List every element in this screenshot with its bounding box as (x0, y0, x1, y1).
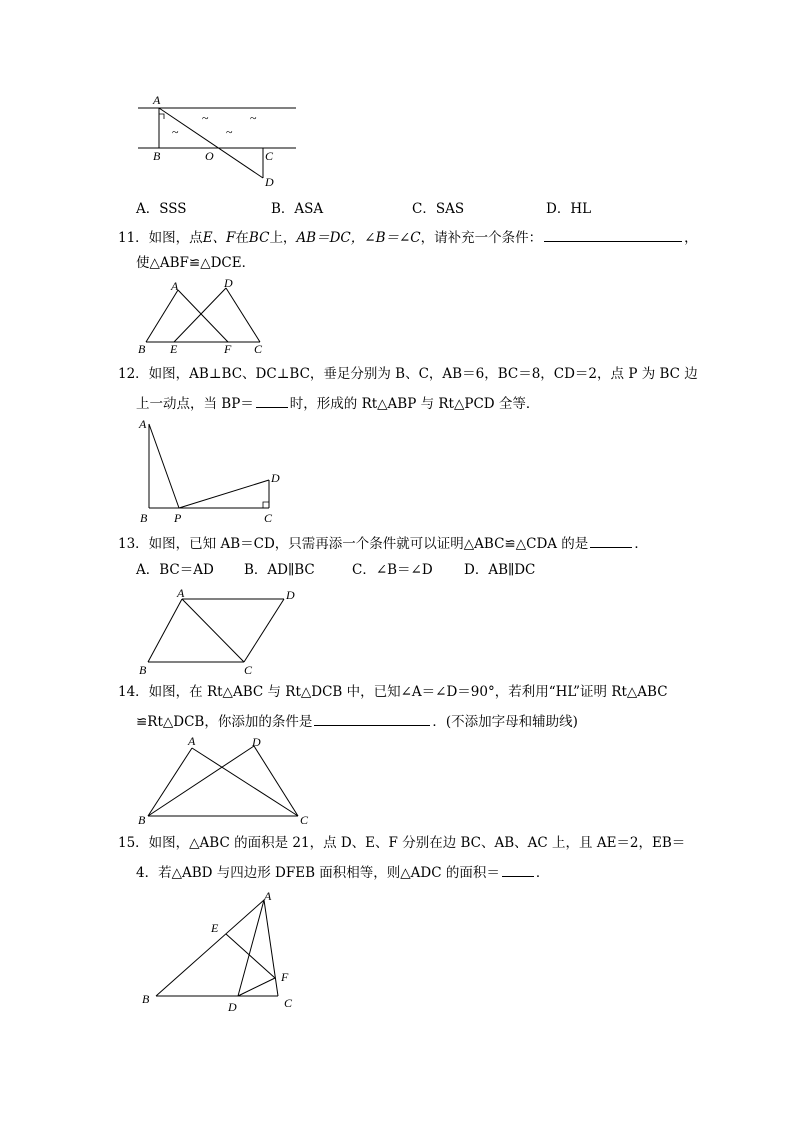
q15-line2: 4．若△ABD 与四边形 DFEB 面积相等，则△ADC 的面积＝ ． (136, 862, 549, 882)
segment-ac (264, 900, 278, 996)
q10-figure (130, 92, 310, 192)
segment-ed (174, 288, 226, 342)
segment-bd (148, 746, 254, 816)
label-c: C (254, 342, 263, 356)
segment-ac (192, 748, 298, 816)
label-p: P (174, 511, 182, 525)
q11-line2: 使△ABF≌△DCE． (136, 255, 256, 271)
option-b: B．AD∥BC (244, 562, 315, 578)
segment-ap (149, 424, 179, 508)
label-f: F (224, 342, 232, 356)
q12-figure (134, 414, 294, 526)
segment-af (178, 290, 228, 342)
label-b: B (153, 149, 161, 163)
option-d: D．HL (546, 201, 592, 217)
segment-pd (179, 480, 269, 508)
water-wave-mark: ~ (172, 125, 179, 139)
q14-line1: 14．如图，在 Rt△ABC 与 Rt△DCB 中，已知∠A＝∠D＝90°，若利用“HL”证明 Rt△ABC (118, 684, 668, 700)
label-c: C (265, 149, 274, 163)
label-d: D (265, 175, 274, 189)
answer-blank[interactable] (502, 862, 534, 877)
option-c: C．∠B＝∠D (352, 562, 433, 578)
answer-blank[interactable] (256, 393, 288, 408)
label-e: E (170, 342, 178, 356)
right-angle-mark (159, 114, 164, 119)
label-b: B (142, 992, 150, 1006)
option-b: B．ASA (271, 201, 324, 217)
option-a: A．SSS (136, 201, 187, 217)
answer-blank[interactable] (314, 711, 430, 726)
option-c: C．SAS (412, 201, 465, 217)
label-a: A (139, 417, 147, 431)
label-d: D (228, 1000, 237, 1014)
label-c: C (300, 813, 309, 827)
answer-blank[interactable] (544, 227, 682, 242)
segment-dc (254, 746, 298, 816)
label-c: C (284, 996, 293, 1010)
segment-ab (146, 290, 178, 342)
label-c: C (244, 663, 253, 677)
label-a: A (188, 734, 196, 748)
segment-df (238, 978, 275, 996)
q12-line1: 12．如图，AB⊥BC、DC⊥BC，垂足分别为 B、C，AB＝6，BC＝8，CD＝2，点 P 为 BC 边 (118, 366, 698, 382)
q11-figure (134, 276, 274, 358)
water-wave-mark: ~ (226, 125, 233, 139)
label-c: C (264, 511, 273, 525)
q15-line1: 15．如图，△ABC 的面积是 21，点 D、E、F 分别在边 BC、AB、AC 上，且 AE＝2，EB＝ (118, 835, 686, 851)
segment-dc (226, 288, 260, 342)
option-a: A．BC＝AD (136, 562, 214, 578)
label-b: B (138, 813, 146, 827)
label-a: A (264, 889, 272, 903)
segment-dc (244, 599, 284, 662)
label-b: B (140, 511, 148, 525)
q12-line2: 上一动点，当 BP＝ 时，形成的 Rt△ABP 与 Rt△PCD 全等． (136, 393, 539, 413)
label-d: D (252, 735, 261, 749)
label-b: B (138, 342, 146, 356)
right-angle-mark (263, 502, 269, 508)
q15-figure (134, 886, 304, 1016)
label-d: D (286, 588, 295, 602)
label-b: B (139, 663, 147, 677)
label-a: A (171, 279, 179, 293)
answer-blank[interactable] (590, 533, 632, 548)
q13-figure (134, 584, 304, 678)
label-a: A (177, 586, 185, 600)
q14-line2: ≌Rt△DCB，你添加的条件是 ．(不添加字母和辅助线) (136, 711, 578, 731)
segment-ab (148, 599, 182, 662)
label-f: F (281, 970, 289, 984)
water-wave-mark: ~ (202, 111, 209, 125)
label-e: E (211, 921, 219, 935)
label-o: O (205, 149, 214, 163)
water-wave-mark: ~ (250, 111, 257, 125)
label-d: D (271, 471, 280, 485)
segment-ef (226, 934, 275, 978)
label-a: A (153, 93, 161, 107)
q14-figure (134, 732, 324, 828)
option-d: D．AB∥DC (464, 562, 536, 578)
label-d: D (224, 276, 233, 290)
segment-ba (148, 748, 192, 816)
q11-line1: 11．如图，点E、F在BC上，AB＝DC，∠B＝∠C，请补充一个条件： ， (118, 227, 698, 247)
segment-ba (156, 900, 264, 996)
q13-line1: 13．如图，已知 AB＝CD，只需再添一个条件就可以证明△ABC≌△CDA 的是 ． (118, 533, 648, 553)
segment-ac (182, 599, 244, 662)
segment-ad (159, 108, 263, 178)
